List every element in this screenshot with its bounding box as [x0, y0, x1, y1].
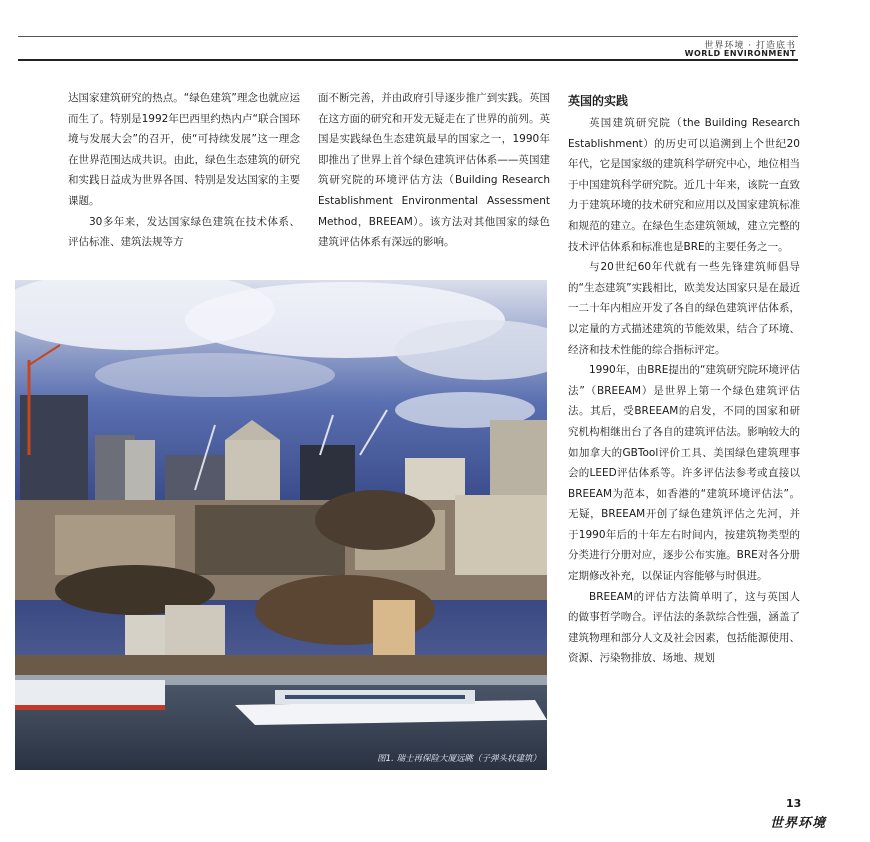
header-rule-top [18, 36, 798, 37]
magazine-logo: 世界环境 [770, 816, 827, 831]
london-skyline-photo [15, 280, 547, 770]
paragraph: 与20世纪60年代就有一些先锋建筑师倡导的“生态建筑”实践相比，欧美发达国家只是在最近一二十年内相应开发了各自的绿色建筑评估体系，以定量的方式描述建筑的节能效果，结合了环境、经济和技术性能的综合指标评定。 [568, 261, 800, 356]
paragraph: 面不断完善，并由政府引导逐步推广到实践。英国在这方面的研究和开发无疑走在了世界的前列。英国是实践绿色生态建筑最早的国家之一，1990年即推出了世界上首个绿色建筑评估体系——英国建筑研究院的环境评估方法（Building Research Establishment Environmental Assessment Method，BREEAM）。该方法对其他国家的绿色建筑评估体系有深远的影响。 [318, 92, 550, 249]
paragraph: 1990年，由BRE提出的“建筑研究院环境评估法”（BREEAM）是世界上第一个绿色建筑评估法。其后，受BREEAM的启发，不同的国家和研究机构相继出台了各自的建筑评估法。影响较大的如加拿大的GBTool评价工具、美国绿色建筑理事会的LEED评估体系等。许多评估法参考或直接以BREEAM为范本，如香港的“建筑环境评估法”。无疑，BREEAM开创了绿色建筑评估之先河，并于1990年后的十年左右时间内，按建筑物类型的分类进行分册对应，逐步公布实施。BRE对各分册定期修改补充，以保证内容能够与时俱进。 [568, 364, 800, 583]
text-column-2 [318, 88, 550, 253]
header-rule-bottom [18, 59, 798, 61]
photo-caption: 图1. 瑞士再保险大厦远眺（子弹头状建筑） [377, 754, 541, 764]
header-title-en: WORLD ENVIRONMENT [684, 49, 796, 58]
paragraph: 30多年来，发达国家绿色建筑在技术体系、评估标准、建筑法规等方 [68, 215, 300, 249]
paragraph: BREEAM的评估方法简单明了，这与英国人的做事哲学吻合。评估法的条款综合性强，涵盖了建筑物理和部分人文及社会因素，包括能源使用、资源、污染物排放、场地、规划 [568, 590, 800, 665]
paragraph: 达国家建筑研究的热点。“绿色建筑”理念也就应运而生了。特别是1992年巴西里约热内卢“联合国环境与发展大会”的召开，使“可持续发展”这一理念在世界范围达成共识。由此，绿色生态建筑的研究和实践日益成为世界各国、特别是发达国家的主要课题。 [68, 92, 300, 207]
page-number: 13 [786, 797, 802, 810]
text-column-3 [568, 92, 800, 669]
paragraph: 英国建筑研究院（the Building Research Establishment）的历史可以追溯到上个世纪20年代，它是国家级的建筑科学研究中心，地位相当于中国建筑科学研究院。近几十年来，该院一直致力于建筑环境的技术研究和应用以及国家建筑标准和规范的建立。在绿色生态建筑领域，建立完整的技术评估体系和标准也是BRE的主要任务之一。 [568, 117, 800, 253]
text-column-1 [68, 88, 300, 253]
header-title-cn: 世界环境 · 打造底书 [704, 41, 796, 51]
section-heading: 英国的实践 [568, 94, 629, 108]
